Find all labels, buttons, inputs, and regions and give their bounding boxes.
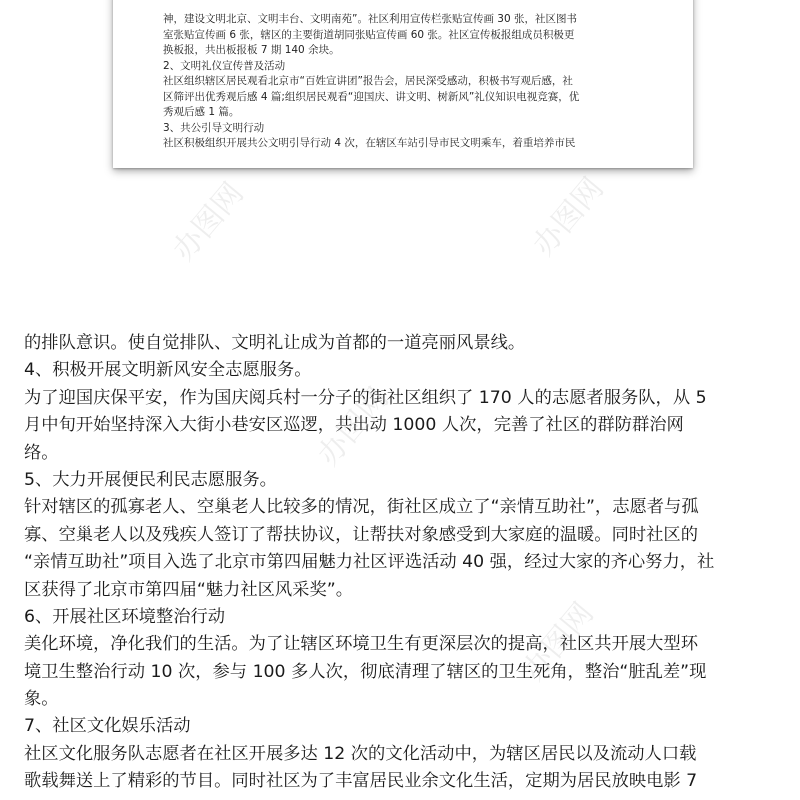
- body-line: 针对辖区的孤寡老人、空巢老人比较多的情况，街社区成立了“亲情互助社”，志愿者与孤: [24, 497, 699, 518]
- body-line: 络。: [24, 442, 59, 463]
- body-line: 月中旬开始坚持深入大街小巷安区巡逻，共出动 1000 人次，完善了社区的群防群治网: [24, 415, 684, 436]
- section-heading: 4、积极开展文明新风安全志愿服务。: [24, 360, 312, 381]
- preview-line: 换板报，共出板报板 7 期 140 余块。: [163, 44, 340, 56]
- watermark: 办图网: [311, 381, 396, 473]
- body-line: 为了迎国庆保平安，作为国庆阅兵村一分子的街社区组织了 170 人的志愿者服务队，从 5: [24, 387, 707, 408]
- preview-line: 区筛评出优秀观后感 4 篇;组织居民观看“迎国庆、讲文明、树新风”礼仪知识电视竞赛，优: [163, 90, 580, 103]
- body-line: 象。: [24, 689, 59, 710]
- preview-heading: 3、共公引导文明行动: [163, 121, 265, 134]
- watermark: 办图网: [516, 596, 601, 688]
- preview-line: 神，建设文明北京、文明丰台、文明南苑”。社区利用宣传栏张贴宣传画 30 张，社区图书: [163, 13, 577, 25]
- section-heading: 7、社区文化娱乐活动: [24, 716, 191, 737]
- document-body: [24, 330, 776, 796]
- body-line: 区获得了北京市第四届“魅力社区风采奖”。: [24, 579, 353, 600]
- section-heading: 5、大力开展便民利民志愿服务。: [24, 469, 277, 490]
- body-line: “亲情互助社”项目入选了北京市第四届魅力社区评选活动 40 强，经过大家的齐心努力，社: [24, 552, 715, 573]
- preview-line: 室张贴宣传画 6 张，辖区的主要街道胡同张贴宣传画 60 张。社区宣传板报组成员积极更: [163, 28, 575, 41]
- preview-line: [163, 0, 638, 3]
- body-line: 寡、空巢老人以及残疾人签订了帮扶协议，让帮扶对象感受到大家庭的温暖。同时社区的: [24, 524, 698, 545]
- body-line: 境卫生整治行动 10 次，参与 100 多人次，彻底清理了辖区的卫生死角，整治“脏乱差”现: [24, 661, 707, 682]
- section-heading: 6、开展社区环境整治行动: [24, 606, 226, 627]
- preview-heading: 2、文明礼仪宣传普及活动: [163, 59, 286, 72]
- body-line: 歌载舞送上了精彩的节目。同时社区为了丰富居民业余文化生活，定期为居民放映电影 7: [24, 771, 698, 792]
- body-line: 美化环境，净化我们的生活。为了让辖区环境卫生有更深层次的提高，社区共开展大型环: [24, 634, 698, 655]
- preview-line: 秀观后感 1 篇。: [163, 106, 240, 118]
- body-line: 的排队意识。使自觉排队、文明礼让成为首都的一道亮丽风景线。: [24, 333, 526, 353]
- preview-line: 社区积极组织开展共公文明引导行动 4 次，在辖区车站引导市民文明乘车，着重培养市民: [163, 137, 576, 149]
- document-page-preview: [113, 0, 693, 168]
- watermark: 办图网: [166, 176, 251, 268]
- watermark: 办图网: [526, 171, 611, 263]
- preview-line: 社区组织辖区居民观看北京市“百姓宣讲团”报告会，居民深受感动，积极书写观后感，社: [163, 75, 573, 87]
- body-line: 社区文化服务队志愿者在社区开展多达 12 次的文化活动中，为辖区居民以及流动人口载: [24, 743, 697, 764]
